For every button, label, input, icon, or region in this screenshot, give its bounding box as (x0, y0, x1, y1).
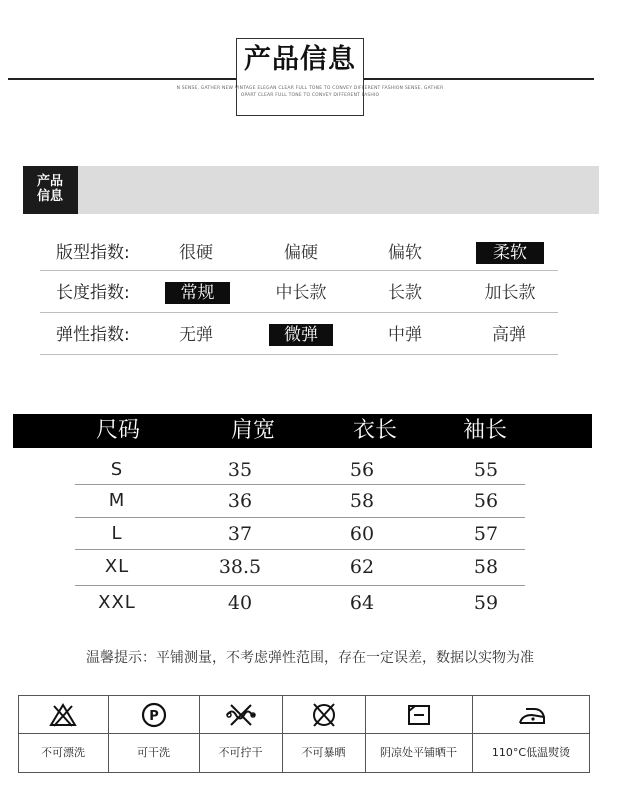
page-title: 产品信息 (244, 44, 356, 75)
table-row (0, 586, 620, 620)
index-row-fit (40, 233, 558, 273)
size-header-cell: 衣长 (352, 418, 397, 443)
size-cell: 38.5 (218, 556, 262, 578)
size-cell: 37 (227, 523, 253, 545)
index-row-elasticity (40, 315, 558, 355)
index-option: 中弹 (388, 325, 422, 345)
index-option: 高弹 (492, 325, 526, 345)
index-label: 弹性指数: (56, 325, 130, 345)
index-option: 很硬 (179, 243, 213, 263)
care-label: 110°C低温熨烫 (491, 746, 571, 759)
no-tumble-dry-icon (282, 698, 365, 732)
iron-low-icon (472, 698, 590, 732)
dry-flat-shade-icon (365, 698, 472, 732)
index-row-length (40, 273, 558, 313)
care-label: 不可漂洗 (41, 746, 85, 759)
size-cell: XXL (98, 592, 136, 613)
index-option-selected: 柔软 (476, 242, 544, 264)
size-cell: 58 (349, 490, 375, 512)
size-cell: 60 (349, 523, 375, 545)
size-table-header (13, 414, 592, 448)
index-option: 偏软 (388, 243, 422, 263)
size-header-cell: 肩宽 (230, 418, 275, 443)
index-option: 偏硬 (284, 243, 318, 263)
care-label: 不可拧干 (218, 746, 263, 759)
index-option: 中长款 (275, 283, 327, 303)
size-cell: S (110, 459, 124, 480)
section-bar (23, 166, 599, 214)
no-wring-icon (199, 698, 282, 732)
size-cell: 35 (227, 459, 253, 481)
size-cell: 40 (227, 592, 253, 614)
size-header-cell: 尺码 (95, 418, 140, 443)
size-cell: 36 (227, 490, 253, 512)
size-header-cell: 袖长 (462, 418, 507, 443)
size-cell: L (111, 523, 123, 544)
size-cell: 57 (473, 523, 499, 545)
size-cell: 55 (473, 459, 499, 481)
size-cell: 56 (349, 459, 375, 481)
section-label-line-2: 信息 (37, 189, 64, 204)
size-cell: 62 (349, 556, 375, 578)
table-row (0, 517, 620, 551)
care-label: 可干洗 (137, 746, 170, 759)
size-cell: XL (104, 556, 130, 577)
index-label: 版型指数: (56, 243, 130, 263)
size-cell: 59 (473, 592, 499, 614)
svg-text:P: P (148, 709, 159, 724)
index-option-selected: 常规 (165, 282, 230, 304)
size-cell: 64 (349, 592, 375, 614)
index-option-selected: 微弹 (269, 324, 333, 346)
table-row (0, 484, 620, 518)
care-label: 阴凉处平铺晒干 (380, 746, 457, 759)
section-label-line-1: 产品 (37, 174, 64, 189)
index-option: 加长款 (484, 283, 536, 303)
index-label: 长度指数: (56, 283, 130, 303)
index-option: 无弹 (179, 325, 213, 345)
size-cell: M (108, 490, 126, 511)
section-label (23, 166, 78, 214)
no-bleach-icon (18, 698, 108, 732)
size-cell: 56 (473, 490, 499, 512)
table-row (0, 453, 620, 487)
table-row (0, 550, 620, 584)
subtitle-line-2: OPART CLEAR FULL TONE TO CONVEY DIFFERENT FASHIO (240, 93, 380, 98)
measurement-note: 温馨提示：平铺测量，不考虑弹性范围，存在一定误差，数据以实物为准 (86, 650, 534, 666)
size-cell: 58 (473, 556, 499, 578)
care-label: 不可暴晒 (301, 746, 346, 759)
index-option: 长款 (388, 283, 422, 303)
subtitle-line-1: N SENSE, GATHER NEW VINTAGE ELEGAN CLEAR FULL TONE TO CONVEY DIFFERENT FASHION SENSE, GATHER (176, 86, 444, 91)
dry-clean-icon (108, 698, 199, 732)
